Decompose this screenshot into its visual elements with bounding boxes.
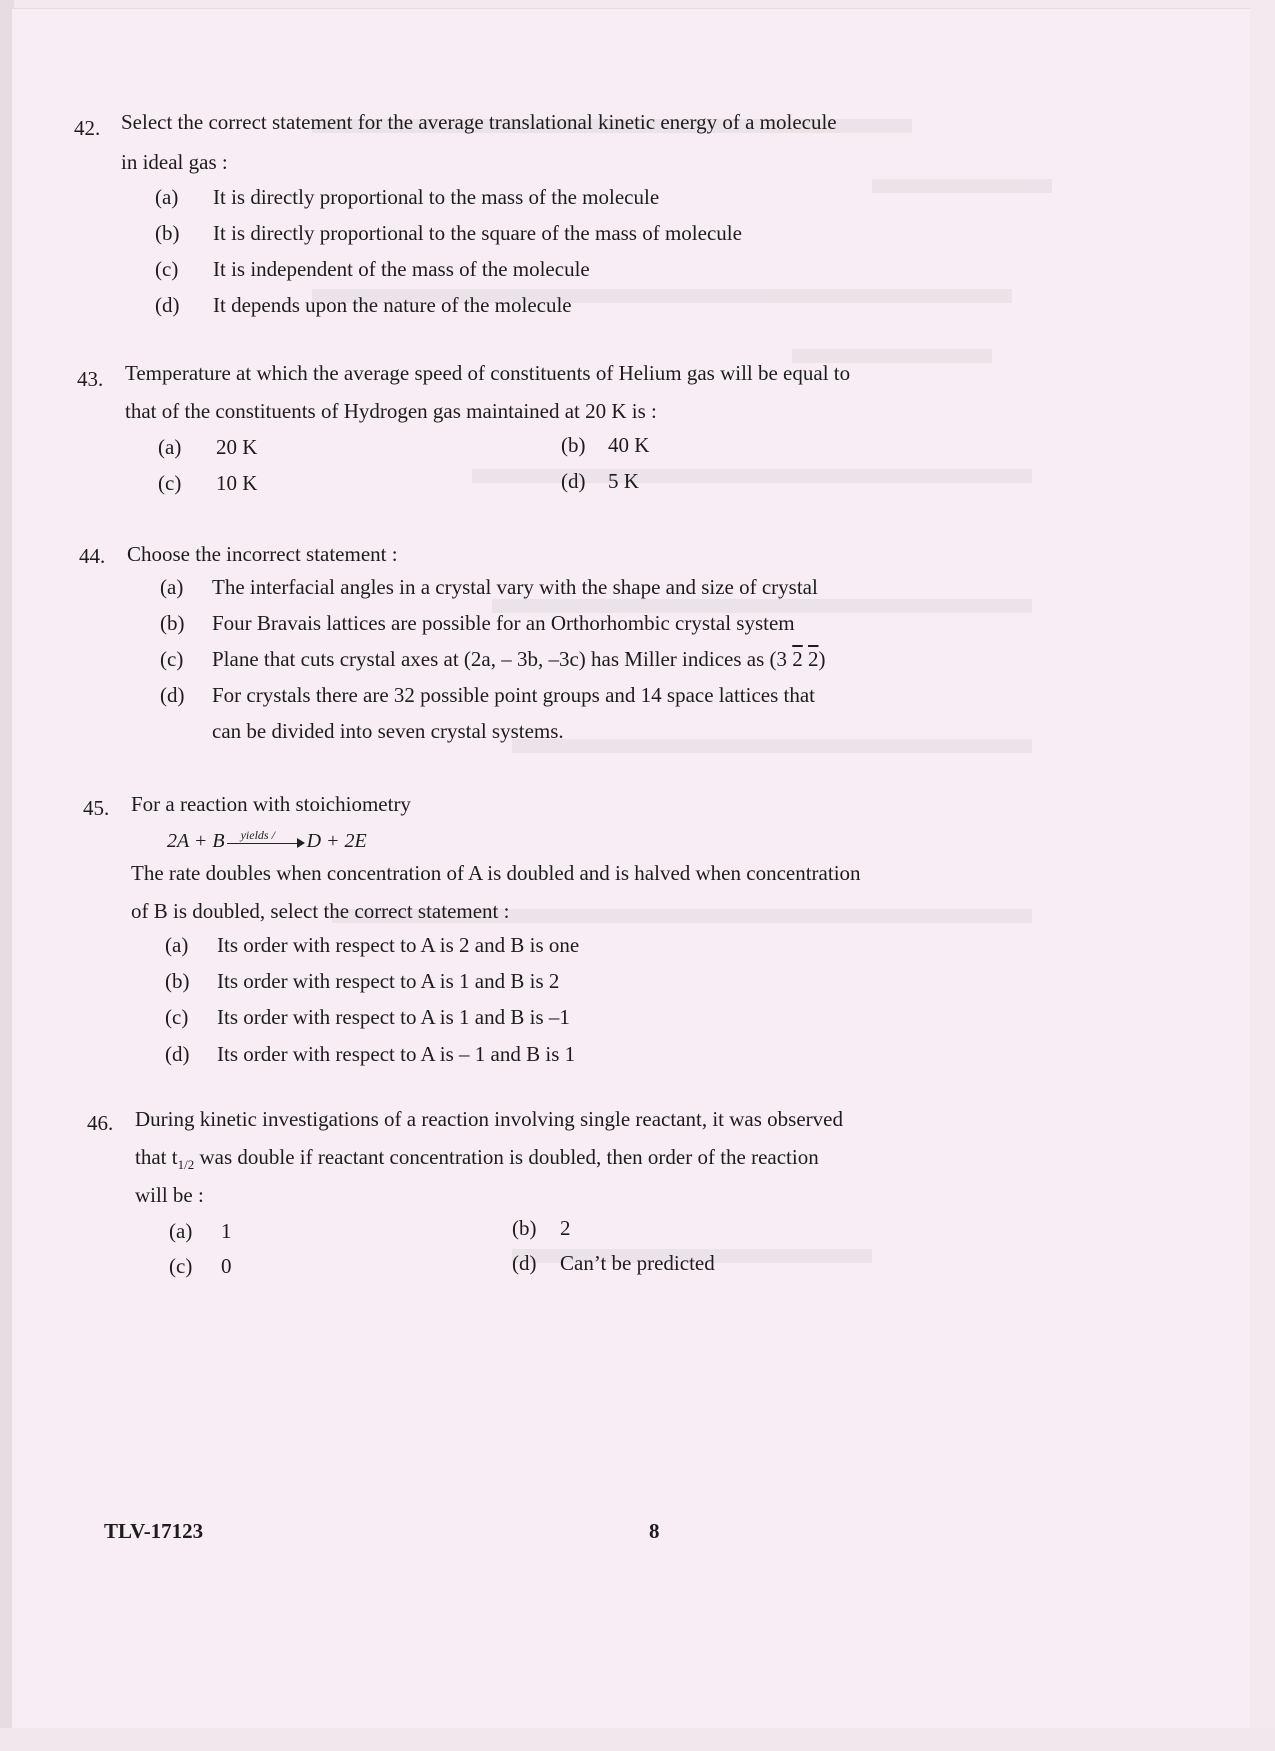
option-d-continuation: can be divided into seven crystal systems. [212,719,564,743]
question-text-line1: Choose the incorrect statement : [127,542,398,566]
question-text-line1: For a reaction with stoichiometry [131,792,411,816]
scan-bottom-edge [0,1728,1275,1751]
exam-page [12,8,1250,1729]
option-d[interactable]: (d) Can’t be predicted [512,1251,715,1275]
option-b[interactable]: (b) Its order with respect to A is 1 and B is 2 [165,969,560,993]
option-b[interactable]: (b) 40 K [561,433,650,457]
option-d[interactable]: (d) Its order with respect to A is – 1 and B is 1 [165,1042,576,1066]
option-c[interactable]: (c) Plane that cuts crystal axes at (2a, – 3b, –3c) has Miller indices as (3 2 2) [160,647,826,671]
question-number: 44. [79,544,106,568]
yields-arrow-icon: yields / [227,832,305,852]
miller-index-bar-2: 2 [808,647,819,671]
option-a[interactable]: (a) Its order with respect to A is 2 and B is one [165,933,580,957]
question-text-line3: will be : [135,1183,204,1207]
option-a[interactable]: (a) 1 [169,1219,232,1243]
question-number: 46. [87,1111,114,1135]
miller-index-bar-1: 2 [792,647,803,671]
paper-code: TLV-17123 [104,1519,204,1543]
question-number: 42. [74,116,101,140]
reaction-equation: 2A + B yields / D + 2E [167,828,367,852]
option-c[interactable]: (c) It is independent of the mass of the molecule [155,257,590,281]
question-text-line3: of B is doubled, select the correct statement : [131,899,510,923]
question-number: 45. [83,796,110,820]
option-c[interactable]: (c) 10 K [158,471,258,495]
option-a[interactable]: (a) It is directly proportional to the mass of the molecule [155,185,660,209]
option-b[interactable]: (b) Four Bravais lattices are possible for an Orthorhombic crystal system [160,611,795,635]
question-text-line1: Temperature at which the average speed of constituents of Helium gas will be equal to [125,361,851,385]
option-d[interactable]: (d) It depends upon the nature of the molecule [155,293,572,317]
option-c[interactable]: (c) 0 [169,1254,232,1278]
question-text-line1: During kinetic investigations of a reaction involving single reactant, it was observed [135,1107,843,1131]
option-c[interactable]: (c) Its order with respect to A is 1 and B is –1 [165,1005,570,1029]
option-a[interactable]: (a) The interfacial angles in a crystal vary with the shape and size of crystal [160,575,818,599]
question-text-line1: Select the correct statement for the average translational kinetic energy of a molecule [121,110,837,134]
option-d[interactable]: (d) For crystals there are 32 possible point groups and 14 space lattices that [160,683,816,707]
option-a[interactable]: (a) 20 K [158,435,258,459]
option-b[interactable]: (b) It is directly proportional to the square of the mass of molecule [155,221,742,245]
question-number: 43. [77,367,104,391]
question-text-line2: that of the constituents of Hydrogen gas maintained at 20 K is : [125,399,657,423]
page-number: 8 [649,1519,660,1543]
option-d[interactable]: (d) 5 K [561,469,639,493]
question-text-line2: The rate doubles when concentration of A is doubled and is halved when concentration [131,861,861,885]
question-text-line2: that $t_{1/2}$ was double if reactant concentration is doubled, then order of the reaction [135,1145,819,1173]
question-text-line2: in ideal gas : [121,150,228,174]
option-b[interactable]: (b) 2 [512,1216,571,1240]
